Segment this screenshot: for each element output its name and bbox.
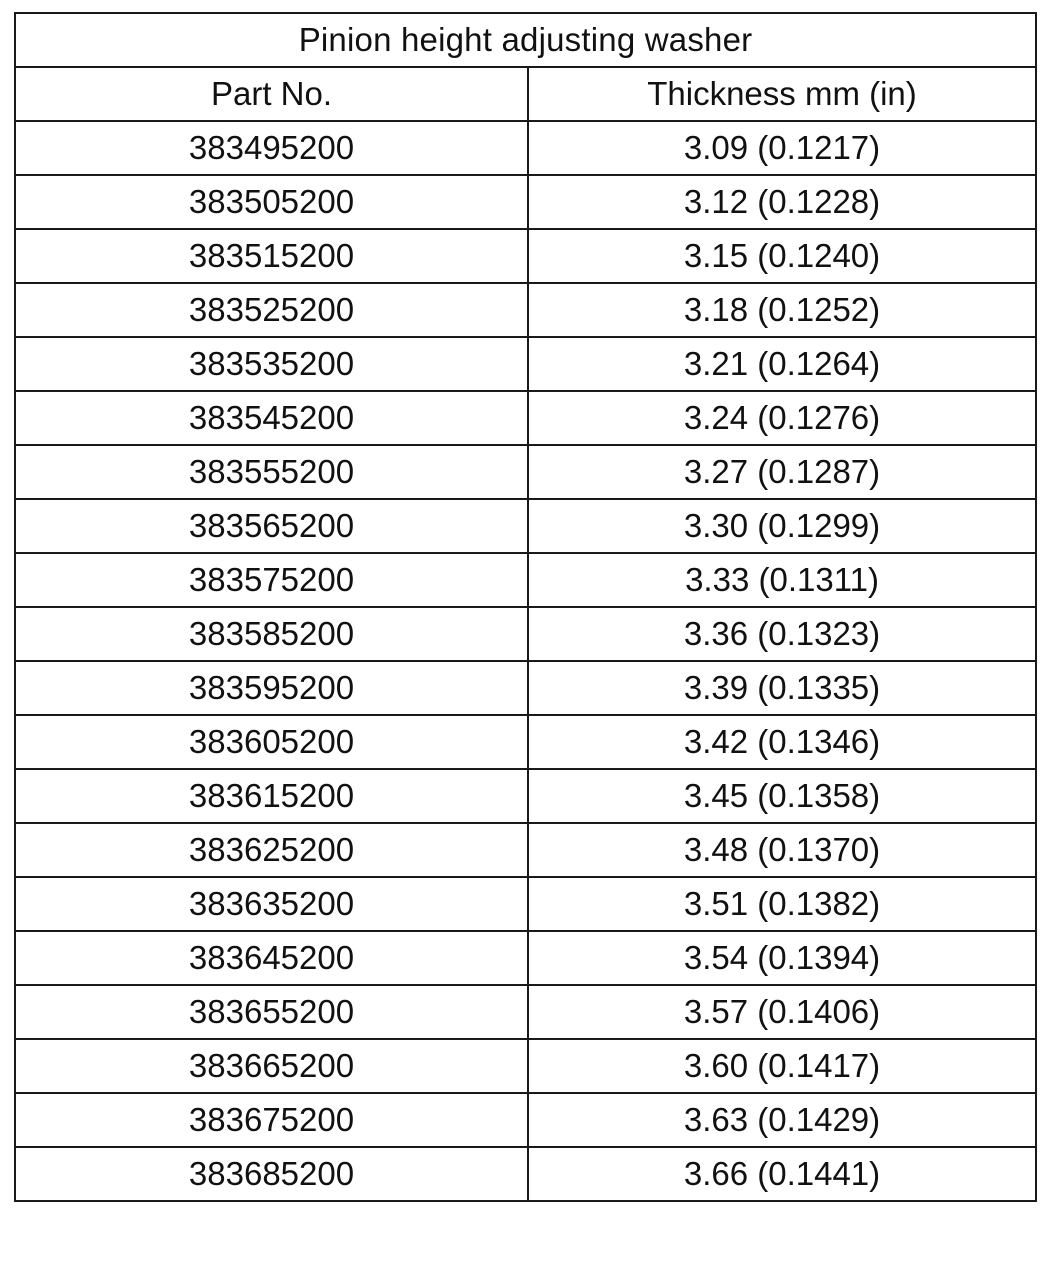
part-number-cell: 383625200 xyxy=(15,823,528,877)
part-number-cell: 383675200 xyxy=(15,1093,528,1147)
table-row xyxy=(15,1147,1036,1201)
header-thickness: Thickness mm (in) xyxy=(528,67,1036,121)
thickness-cell: 3.18 (0.1252) xyxy=(528,283,1036,337)
part-number-cell: 383495200 xyxy=(15,121,528,175)
header-part-no: Part No. xyxy=(15,67,528,121)
thickness-cell: 3.57 (0.1406) xyxy=(528,985,1036,1039)
part-number-cell: 383555200 xyxy=(15,445,528,499)
table-row xyxy=(15,985,1036,1039)
thickness-cell: 3.30 (0.1299) xyxy=(528,499,1036,553)
thickness-cell: 3.12 (0.1228) xyxy=(528,175,1036,229)
thickness-cell: 3.39 (0.1335) xyxy=(528,661,1036,715)
thickness-cell: 3.45 (0.1358) xyxy=(528,769,1036,823)
thickness-cell: 3.15 (0.1240) xyxy=(528,229,1036,283)
table-row xyxy=(15,931,1036,985)
part-number-cell: 383565200 xyxy=(15,499,528,553)
part-number-cell: 383665200 xyxy=(15,1039,528,1093)
table-row xyxy=(15,607,1036,661)
part-number-cell: 383605200 xyxy=(15,715,528,769)
thickness-cell: 3.48 (0.1370) xyxy=(528,823,1036,877)
thickness-cell: 3.24 (0.1276) xyxy=(528,391,1036,445)
table-row xyxy=(15,661,1036,715)
thickness-cell: 3.42 (0.1346) xyxy=(528,715,1036,769)
washer-table xyxy=(14,12,1037,1202)
table-body xyxy=(15,121,1036,1201)
part-number-cell: 383515200 xyxy=(15,229,528,283)
thickness-cell: 3.27 (0.1287) xyxy=(528,445,1036,499)
table-row xyxy=(15,445,1036,499)
header-row xyxy=(15,67,1036,121)
part-number-cell: 383545200 xyxy=(15,391,528,445)
thickness-cell: 3.66 (0.1441) xyxy=(528,1147,1036,1201)
part-number-cell: 383645200 xyxy=(15,931,528,985)
thickness-cell: 3.51 (0.1382) xyxy=(528,877,1036,931)
table-row xyxy=(15,283,1036,337)
table-row xyxy=(15,823,1036,877)
part-number-cell: 383595200 xyxy=(15,661,528,715)
table-row xyxy=(15,769,1036,823)
part-number-cell: 383525200 xyxy=(15,283,528,337)
table-row xyxy=(15,877,1036,931)
thickness-cell: 3.33 (0.1311) xyxy=(528,553,1036,607)
table-row xyxy=(15,1039,1036,1093)
table-row xyxy=(15,337,1036,391)
table-row xyxy=(15,391,1036,445)
thickness-cell: 3.36 (0.1323) xyxy=(528,607,1036,661)
table-row xyxy=(15,1093,1036,1147)
thickness-cell: 3.54 (0.1394) xyxy=(528,931,1036,985)
part-number-cell: 383685200 xyxy=(15,1147,528,1201)
thickness-cell: 3.09 (0.1217) xyxy=(528,121,1036,175)
thickness-cell: 3.60 (0.1417) xyxy=(528,1039,1036,1093)
part-number-cell: 383655200 xyxy=(15,985,528,1039)
part-number-cell: 383505200 xyxy=(15,175,528,229)
table-title: Pinion height adjusting washer xyxy=(15,13,1036,67)
table-row xyxy=(15,229,1036,283)
part-number-cell: 383635200 xyxy=(15,877,528,931)
part-number-cell: 383535200 xyxy=(15,337,528,391)
table-row xyxy=(15,553,1036,607)
part-number-cell: 383575200 xyxy=(15,553,528,607)
table-row xyxy=(15,121,1036,175)
table-row xyxy=(15,499,1036,553)
thickness-cell: 3.21 (0.1264) xyxy=(528,337,1036,391)
title-row xyxy=(15,13,1036,67)
table-row xyxy=(15,175,1036,229)
thickness-cell: 3.63 (0.1429) xyxy=(528,1093,1036,1147)
washer-table-container xyxy=(14,12,1035,1202)
part-number-cell: 383585200 xyxy=(15,607,528,661)
part-number-cell: 383615200 xyxy=(15,769,528,823)
table-row xyxy=(15,715,1036,769)
